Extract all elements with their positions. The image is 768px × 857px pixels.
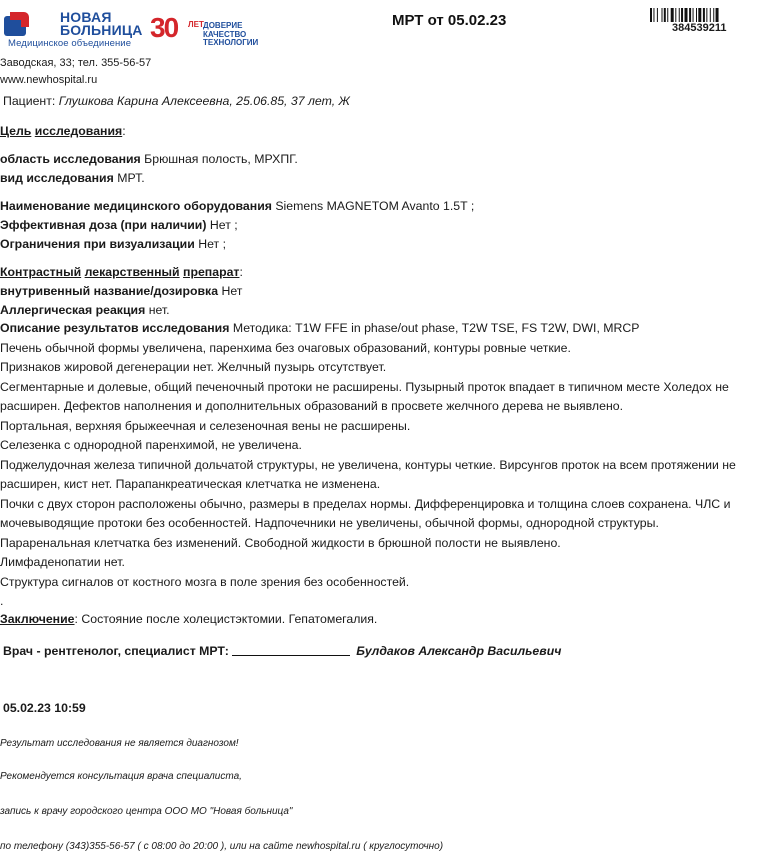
footer-note: по телефону (343)355-56-57 ( с 08:00 до 20:00 ), или на сайте newhospital.ru ( круглосуточно): [0, 841, 444, 852]
results-text-line: Портальная, верхняя брыжеечная и селезеночная вены не расширены.: [0, 418, 411, 433]
footer-note: Результат исследования не является диагнозом!: [0, 738, 239, 749]
equipment-line: Наименование медицинского оборудования Siemens MAGNETOM Avanto 1.5T ;: [0, 199, 475, 213]
results-method-line: Описание результатов исследования Методика: T1W FFE in phase/out phase, T2W TSE, FS T2W, DWI, MRCP: [0, 321, 640, 335]
results-text-line: Селезенка с однородной паренхимой, не увеличена.: [0, 438, 302, 452]
results-block: [0, 319, 766, 612]
logo-title: НОВАЯ БОЛЬНИЦА: [60, 9, 143, 38]
signature-line: [232, 643, 350, 656]
doctor-name: Булдаков Александр Васильевич: [356, 644, 562, 658]
doctor-label: Врач - рентгенолог, специалист МРТ:: [3, 644, 229, 658]
clinic-address: Заводская, 33; тел. 355-56-57: [0, 57, 152, 69]
document-title: МРТ от 05.02.23: [392, 12, 507, 29]
doctor-line: [3, 643, 561, 658]
purpose-heading: Цель исследования:: [0, 124, 126, 138]
results-text-line: .: [0, 594, 4, 608]
conclusion-line: Заключение: Состояние после холецистэктомии. Гепатомегалия.: [0, 612, 378, 626]
results-text-line: Признаков жировой дегенерации нет. Желчный пузырь отсутствует.: [0, 360, 387, 374]
report-datetime: 05.02.23 10:59: [3, 701, 86, 715]
patient-value: Глушкова Карина Алексеевна, 25.06.85, 37 лет, Ж: [58, 94, 350, 108]
results-text-line: Печень обычной формы увеличена, паренхима без очаговых образований, контуры ровные четкие.: [0, 340, 571, 355]
dose-line: Эффективная доза (при наличии) Нет ;: [0, 218, 238, 232]
patient-label: Пациент:: [3, 94, 56, 108]
patient-line: [3, 94, 350, 108]
footer-note: Рекомендуется консультация врача специалиста,: [0, 771, 242, 782]
anniversary-suffix: ЛЕТ: [188, 20, 204, 29]
allergy-line: Аллергическая реакция нет.: [0, 303, 170, 317]
footer-note: запись к врачу городского центра ООО МО "Новая больница": [0, 806, 293, 817]
barcode-icon: [650, 8, 760, 22]
hospital-logo-icon: [4, 10, 59, 36]
anniversary-words: ДОВЕРИЕ КАЧЕСТВО ТЕХНОЛОГИИ: [203, 21, 259, 47]
iv-line: внутривенный название/дозировка Нет: [0, 284, 243, 298]
barcode-number: 384539211: [672, 22, 727, 34]
results-text-line: Лимфаденопатии нет.: [0, 555, 125, 569]
area-line: область исследования Брюшная полость, МРХПГ.: [0, 152, 298, 166]
anniversary-number: 30: [150, 12, 178, 43]
contrast-heading: Контрастный лекарственный препарат:: [0, 265, 243, 279]
logo-subtitle: Медицинское объединение: [8, 38, 132, 49]
results-text-line: Параренальная клетчатка без изменений. Свободной жидкости в брюшной полости не выявлено.: [0, 535, 561, 550]
results-text-line: Поджелудочная железа типичной дольчатой структуры, не увеличена, контуры четкие. Вирсунгов проток на всем протяжении не расширен, кист нет. Парапанкреатическая клетчатка не изменена.: [0, 457, 736, 491]
results-text-line: Почки с двух сторон расположены обычно, размеры в пределах нормы. Дифференцировка и толщина слоев сохранена. ЧЛС и мочевыводящие протоки без особенностей. Надпочечники не увеличены, обычной формы, однородной структуры.: [0, 496, 731, 530]
limits-line: Ограничения при визуализации Нет ;: [0, 237, 226, 251]
clinic-website[interactable]: www.newhospital.ru: [0, 74, 98, 86]
type-line: вид исследования МРТ.: [0, 171, 145, 185]
results-text-line: Структура сигналов от костного мозга в поле зрения без особенностей.: [0, 574, 410, 589]
results-text-line: Сегментарные и долевые, общий печеночный протоки не расширены. Пузырный проток впадает в типичном месте Холедох не расширен. Дефектов наполнения и дополнительных образований в просвете желчного дерева не выявлено.: [0, 379, 729, 413]
